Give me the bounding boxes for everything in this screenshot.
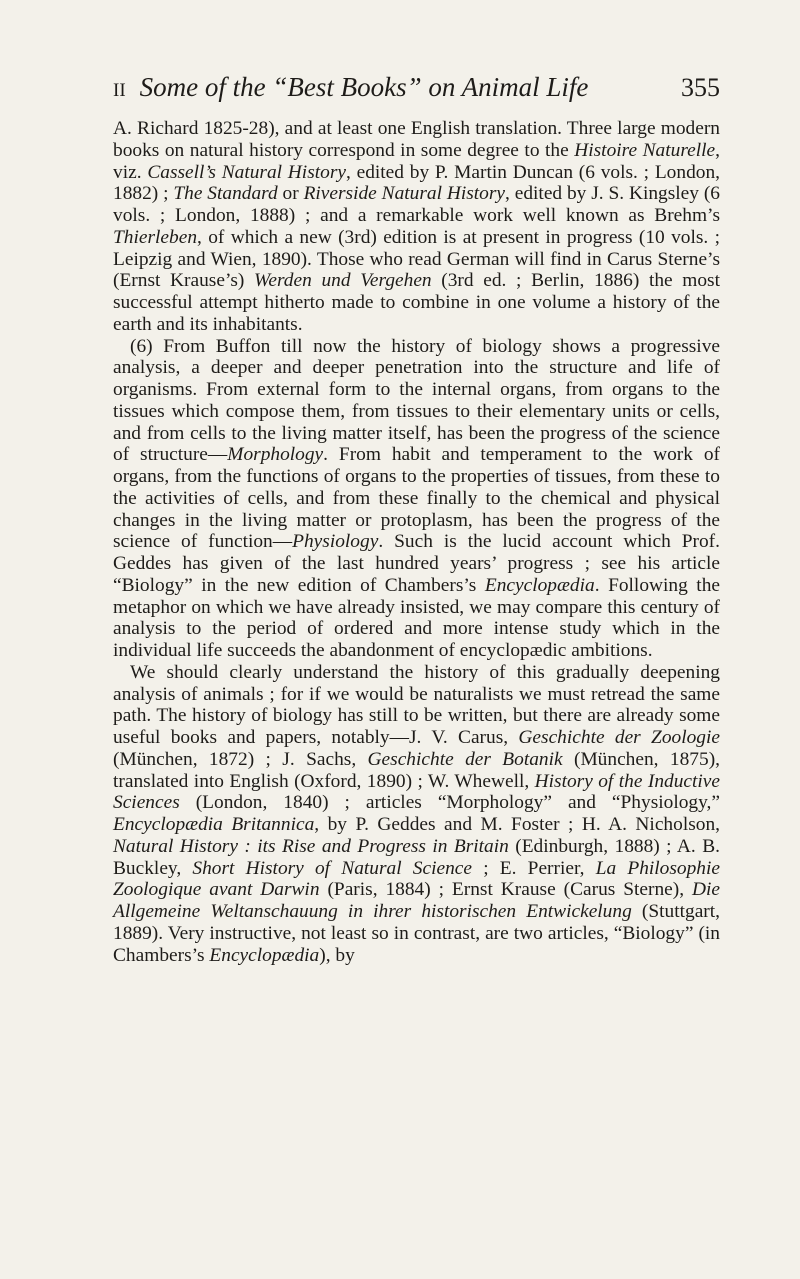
- text-run: ; E. Perrier,: [472, 857, 596, 879]
- italic-title: La Philosophie Zoologique avant Darwin: [113, 857, 720, 901]
- italic-title: Morphology: [227, 444, 324, 466]
- text-run: . From habit and temperament to the work of organs, from the functions of organs to the properties of tissues, from these to the activities of cells, and from these finally to the chemical and physical changes in the living matter or protoplasm, has been the progress of the science of function—: [113, 444, 720, 553]
- text-run: , by P. Geddes and M. Foster ; H. A. Nicholson,: [314, 814, 720, 835]
- body-text: [113, 118, 720, 966]
- text-run: A. Richard 1825-28), and at least one English translation. Three large modern books on natural history correspond in some degree to the: [113, 118, 720, 161]
- text-run: (München, 1875), translated into English (Oxford, 1890) ; W. Whewell,: [113, 748, 720, 792]
- italic-title: Werden und Vergehen: [254, 270, 432, 292]
- text-run: , viz.: [113, 139, 720, 183]
- italic-title: Physiology: [292, 531, 379, 553]
- text-run: (London, 1840) ; articles “Morphology” and “Physiology,”: [179, 792, 720, 814]
- italic-title: Riverside Natural History: [303, 183, 506, 205]
- paragraph: [113, 118, 720, 336]
- paragraph: [113, 662, 720, 967]
- italic-title: Natural History : its Rise and Progress in Britain: [113, 835, 509, 857]
- italic-title: Die Allgemeine Weltanschauung in ihrer historischen Entwickelung: [113, 879, 720, 922]
- text-run: (Stuttgart, 1889). Very instructive, not least so in contrast, are two articles, “Biology” (in Chambers’s: [113, 901, 720, 966]
- signature-mark: II: [113, 80, 126, 101]
- italic-title: Cassell’s Natural History: [147, 161, 346, 183]
- italic-title: Geschichte der Botanik: [367, 748, 563, 770]
- text-run: (3rd ed. ; Berlin, 1886) the most successful attempt hitherto made to combine in one volume a history of the earth and its inhabitants.: [113, 270, 720, 335]
- italic-title: Encyclopædia: [209, 944, 320, 966]
- text-run: We should clearly understand the history of this gradually deepening analysis of animals ; for if we would be naturalists we must retread the same path. The history of biology has still to be written, but there are already some useful books and papers, notably—J. V. Carus,: [113, 661, 720, 748]
- text-run: , edited by P. Martin Duncan (6 vols. ; London, 1882) ;: [113, 161, 721, 205]
- italic-title: Histoire Naturelle: [574, 139, 716, 161]
- italic-title: Thierleben: [113, 226, 198, 248]
- text-run: . Following the metaphor on which we have already insisted, we may compare this century of analysis to the period of ordered and more intense study which in the individual life succeeds the abandonment of encyclopædic ambitions.: [113, 574, 720, 661]
- text-run: (Edinburgh, 1888) ; A. B. Buckley,: [113, 835, 720, 879]
- text-run: , edited by J. S. Kingsley (6 vols. ; London, 1888) ; and a remarkable work well known as Brehm’s: [113, 183, 720, 226]
- running-header: [113, 72, 720, 108]
- italic-title: Encyclopædia Britannica: [113, 814, 315, 835]
- text-run: (Paris, 1884) ; Ernst Krause (Carus Sterne),: [319, 879, 692, 901]
- italic-title: History of the Inductive Sciences: [113, 770, 720, 814]
- italic-title: Encyclopædia: [484, 574, 595, 596]
- text-run: . Such is the lucid account which Prof. Geddes has given of the last hundred years’ progress ; see his article “Biology” in the new edition of Chambers’s: [113, 531, 720, 596]
- text-run: ), by: [319, 944, 355, 966]
- text-run: or: [277, 183, 304, 205]
- paragraph: [113, 336, 720, 662]
- page-number: 355: [681, 73, 720, 102]
- italic-title: Geschichte der Zoologie: [518, 727, 720, 748]
- italic-title: The Standard: [173, 183, 278, 205]
- italic-title: Short History of Natural Science: [192, 857, 472, 879]
- text-run: (München, 1872) ; J. Sachs,: [113, 748, 368, 770]
- text-run: , of which a new (3rd) edition is at present in progress (10 vols. ; Leipzig and Wien, 1890). Those who read German will find in Carus Sterne’s (Ernst Krause’s): [113, 226, 720, 292]
- text-run: (6) From Buffon till now the history of biology shows a progressive analysis, a deeper and deeper penetration into the structure and life of organisms. From external form to the internal organs, from organs to the tissues which compose them, from tissues to their elementary units or cells, and from cells to the living matter itself, has been the progress of the science of structure—: [113, 335, 720, 466]
- running-title: Some of the “Best Books” on Animal Life: [139, 72, 589, 102]
